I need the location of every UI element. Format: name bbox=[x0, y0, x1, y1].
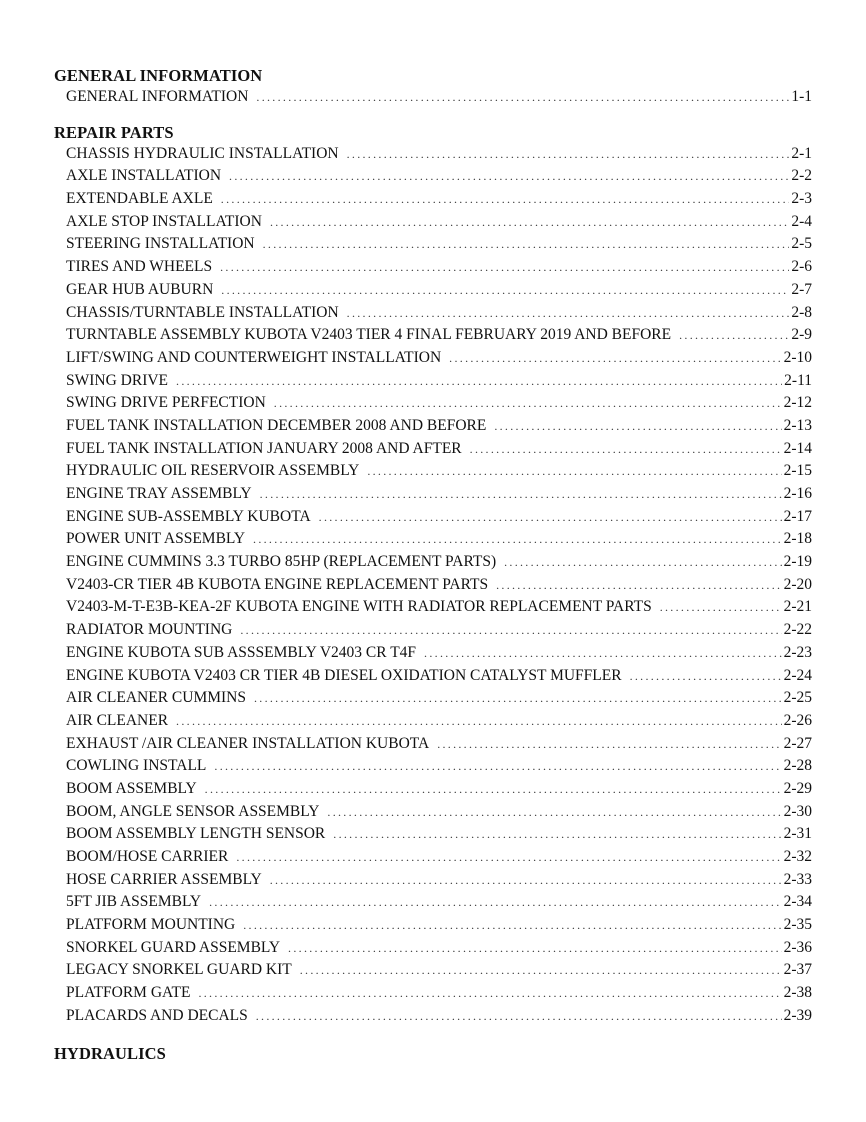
toc-entry-page: 2-3 bbox=[791, 190, 812, 208]
toc-entry-title: PLATFORM MOUNTING bbox=[66, 916, 236, 934]
toc-entry-page: 2-5 bbox=[791, 235, 812, 253]
toc-entry-page: 2-20 bbox=[783, 575, 812, 593]
toc-entry-page: 2-9 bbox=[791, 326, 812, 344]
toc-entry-page: 2-26 bbox=[783, 711, 812, 729]
toc-entry-title: PLACARDS AND DECALS bbox=[66, 1006, 248, 1024]
toc-entry-page: 1-1 bbox=[791, 88, 812, 105]
toc-entry-title: AXLE STOP INSTALLATION bbox=[66, 212, 262, 230]
dot-leader bbox=[270, 215, 789, 230]
toc-entry[interactable] bbox=[54, 1007, 812, 1030]
toc-entry-title: AXLE INSTALLATION bbox=[66, 167, 222, 185]
dot-leader bbox=[205, 782, 782, 797]
dot-leader bbox=[274, 396, 782, 411]
toc-entry-page: 2-35 bbox=[783, 916, 812, 934]
toc-entry-title: SWING DRIVE bbox=[66, 371, 169, 389]
dot-leader bbox=[424, 646, 782, 661]
toc-entry[interactable] bbox=[54, 394, 812, 417]
dot-leader bbox=[347, 147, 790, 162]
toc-entry[interactable] bbox=[54, 939, 812, 962]
toc-entry-title: SNORKEL GUARD ASSEMBLY bbox=[66, 938, 281, 956]
toc-entry-page: 2-14 bbox=[783, 439, 812, 457]
toc-entry-title: POWER UNIT ASSEMBLY bbox=[66, 530, 246, 548]
toc-entry-title: FUEL TANK INSTALLATION DECEMBER 2008 AND BEFORE bbox=[66, 416, 487, 434]
toc-entry-page: 2-37 bbox=[783, 961, 812, 979]
toc-entry-title: LEGACY SNORKEL GUARD KIT bbox=[66, 961, 292, 979]
dot-leader bbox=[214, 759, 781, 774]
toc-section-hydraulics bbox=[54, 1044, 812, 1063]
toc-entry[interactable] bbox=[54, 780, 812, 803]
toc-entry-page: 2-38 bbox=[783, 984, 812, 1002]
toc-entry[interactable] bbox=[54, 871, 812, 894]
toc-entry-page: 2-8 bbox=[791, 303, 812, 321]
toc-entry-page: 2-33 bbox=[783, 870, 812, 888]
toc-entry[interactable] bbox=[54, 326, 812, 349]
dot-leader bbox=[333, 827, 781, 842]
dot-leader bbox=[198, 986, 781, 1001]
dot-leader bbox=[256, 90, 789, 105]
toc-entry-title: ENGINE KUBOTA V2403 CR TIER 4B DIESEL OXIDATION CATALYST MUFFLER bbox=[66, 666, 622, 684]
toc-entry-title: PLATFORM GATE bbox=[66, 984, 191, 1002]
dot-leader bbox=[494, 419, 781, 434]
toc-entry-page: 2-23 bbox=[783, 643, 812, 661]
toc-entry-page: 2-30 bbox=[783, 802, 812, 820]
toc-entry[interactable] bbox=[54, 621, 812, 644]
toc-entry[interactable] bbox=[54, 848, 812, 871]
toc-entry-page: 2-1 bbox=[791, 144, 812, 162]
dot-leader bbox=[209, 895, 781, 910]
toc-entry-page: 2-18 bbox=[783, 530, 812, 548]
toc-entry-title: ENGINE SUB-ASSEMBLY KUBOTA bbox=[66, 507, 311, 525]
dot-leader bbox=[221, 283, 789, 298]
toc-entry-page: 2-31 bbox=[783, 825, 812, 843]
toc-entry[interactable] bbox=[54, 893, 812, 916]
toc-entry-page: 2-19 bbox=[783, 553, 812, 571]
dot-leader bbox=[347, 306, 790, 321]
toc-entry[interactable] bbox=[54, 167, 812, 190]
toc-entry[interactable] bbox=[54, 190, 812, 213]
dot-leader bbox=[236, 850, 781, 865]
toc-entry-title: AIR CLEANER CUMMINS bbox=[66, 689, 246, 707]
toc-entry-page: 2-39 bbox=[783, 1006, 812, 1024]
toc-entry[interactable] bbox=[54, 508, 812, 531]
toc-entry[interactable] bbox=[54, 88, 812, 111]
toc-entry-page: 2-17 bbox=[783, 507, 812, 525]
toc-entry[interactable] bbox=[54, 644, 812, 667]
section-heading: REPAIR PARTS bbox=[54, 122, 174, 142]
toc-entry[interactable] bbox=[54, 916, 812, 939]
toc-entry-page: 2-36 bbox=[783, 938, 812, 956]
toc-entry-page: 2-13 bbox=[783, 416, 812, 434]
toc-entry-list bbox=[54, 145, 812, 1030]
toc-entry-title: EXTENDABLE AXLE bbox=[66, 190, 213, 208]
dot-leader bbox=[263, 237, 790, 252]
toc-entry-title: FUEL TANK INSTALLATION JANUARY 2008 AND AFTER bbox=[66, 439, 462, 457]
dot-leader bbox=[256, 1009, 782, 1024]
dot-leader bbox=[367, 464, 781, 479]
toc-entry-title: LIFT/SWING AND COUNTERWEIGHT INSTALLATION bbox=[66, 348, 442, 366]
toc-entry-title: RADIATOR MOUNTING bbox=[66, 621, 233, 639]
dot-leader bbox=[240, 623, 781, 638]
toc-entry-title: CHASSIS/TURNTABLE INSTALLATION bbox=[66, 303, 339, 321]
dot-leader bbox=[270, 873, 782, 888]
toc-entry-page: 2-28 bbox=[783, 757, 812, 775]
toc-entry-page: 2-21 bbox=[783, 598, 812, 616]
toc-entry-title: BOOM ASSEMBLY LENGTH SENSOR bbox=[66, 825, 326, 843]
toc-entry[interactable] bbox=[54, 485, 812, 508]
toc-entry-title: SWING DRIVE PERFECTION bbox=[66, 394, 266, 412]
dot-leader bbox=[679, 328, 789, 343]
dot-leader bbox=[449, 351, 781, 366]
toc-entry-title: GENERAL INFORMATION bbox=[66, 88, 249, 105]
toc-entry-page: 2-16 bbox=[783, 485, 812, 502]
toc-entry-page: 2-7 bbox=[791, 280, 812, 298]
dot-leader bbox=[176, 714, 782, 729]
section-heading: HYDRAULICS bbox=[54, 1043, 166, 1063]
toc-entry-page: 2-22 bbox=[783, 621, 812, 639]
toc-entry-page: 2-11 bbox=[784, 371, 812, 389]
dot-leader bbox=[327, 805, 781, 820]
toc-entry-title: EXHAUST /AIR CLEANER INSTALLATION KUBOTA bbox=[66, 734, 430, 752]
toc-entry-title: BOOM ASSEMBLY bbox=[66, 779, 197, 797]
toc-section-general-information bbox=[54, 66, 812, 111]
toc-entry-page: 2-2 bbox=[791, 167, 812, 185]
dot-leader bbox=[229, 169, 789, 184]
toc-entry[interactable] bbox=[54, 530, 812, 553]
dot-leader bbox=[496, 578, 781, 593]
toc-entry[interactable] bbox=[54, 576, 812, 599]
table-of-contents bbox=[54, 66, 812, 1063]
toc-entry[interactable] bbox=[54, 213, 812, 236]
dot-leader bbox=[660, 600, 782, 615]
toc-entry[interactable] bbox=[54, 417, 812, 440]
toc-entry[interactable] bbox=[54, 462, 812, 485]
toc-entry-page: 2-29 bbox=[783, 779, 812, 797]
toc-entry-title: COWLING INSTALL bbox=[66, 757, 207, 775]
toc-entry-page: 2-12 bbox=[783, 394, 812, 412]
toc-entry[interactable] bbox=[54, 235, 812, 258]
toc-entry-title: CHASSIS HYDRAULIC INSTALLATION bbox=[66, 144, 339, 162]
dot-leader bbox=[253, 532, 782, 547]
toc-entry-title: BOOM/HOSE CARRIER bbox=[66, 848, 229, 865]
toc-section-repair-parts bbox=[54, 123, 812, 1030]
toc-entry-title: AIR CLEANER bbox=[66, 711, 169, 729]
toc-entry[interactable] bbox=[54, 825, 812, 848]
dot-leader bbox=[254, 691, 782, 706]
dot-leader bbox=[630, 669, 782, 684]
dot-leader bbox=[260, 487, 782, 502]
toc-entry-title: STEERING INSTALLATION bbox=[66, 235, 255, 253]
toc-entry-title: HYDRAULIC OIL RESERVOIR ASSEMBLY bbox=[66, 462, 360, 480]
toc-entry[interactable] bbox=[54, 667, 812, 690]
toc-entry-page: 2-4 bbox=[791, 212, 812, 230]
toc-entry-title: TURNTABLE ASSEMBLY KUBOTA V2403 TIER 4 FINAL FEBRUARY 2019 AND BEFORE bbox=[66, 326, 672, 344]
toc-entry[interactable] bbox=[54, 440, 812, 463]
toc-entry-title: V2403-CR TIER 4B KUBOTA ENGINE REPLACEMENT PARTS bbox=[66, 575, 489, 593]
toc-entry[interactable] bbox=[54, 145, 812, 168]
toc-entry-page: 2-24 bbox=[783, 666, 812, 684]
toc-entry-page: 2-25 bbox=[783, 689, 812, 707]
toc-entry[interactable] bbox=[54, 304, 812, 327]
dot-leader bbox=[437, 737, 781, 752]
toc-entry-title: GEAR HUB AUBURN bbox=[66, 280, 214, 298]
dot-leader bbox=[504, 555, 781, 570]
toc-entry-page: 2-15 bbox=[783, 462, 812, 480]
toc-entry-title: HOSE CARRIER ASSEMBLY bbox=[66, 870, 262, 888]
toc-entry[interactable] bbox=[54, 598, 812, 621]
toc-entry-page: 2-32 bbox=[783, 848, 812, 865]
toc-entry-title: 5FT JIB ASSEMBLY bbox=[66, 893, 202, 911]
toc-entry-title: ENGINE KUBOTA SUB ASSSEMBLY V2403 CR T4F bbox=[66, 643, 417, 661]
toc-entry-page: 2-10 bbox=[783, 348, 812, 366]
toc-entry-list bbox=[54, 88, 812, 111]
toc-entry[interactable] bbox=[54, 984, 812, 1007]
toc-entry-page: 2-6 bbox=[791, 258, 812, 276]
section-heading: GENERAL INFORMATION bbox=[54, 66, 263, 85]
toc-entry[interactable] bbox=[54, 349, 812, 372]
toc-entry-page: 2-34 bbox=[783, 893, 812, 911]
toc-entry[interactable] bbox=[54, 258, 812, 281]
dot-leader bbox=[220, 260, 789, 275]
dot-leader bbox=[221, 192, 790, 207]
toc-entry-title: BOOM, ANGLE SENSOR ASSEMBLY bbox=[66, 802, 320, 820]
toc-entry-title: TIRES AND WHEELS bbox=[66, 258, 213, 276]
toc-entry-title: ENGINE CUMMINS 3.3 TURBO 85HP (REPLACEMENT PARTS) bbox=[66, 553, 497, 571]
toc-entry[interactable] bbox=[54, 553, 812, 576]
dot-leader bbox=[243, 918, 781, 933]
toc-entry-title: ENGINE TRAY ASSEMBLY bbox=[66, 485, 252, 502]
toc-entry[interactable] bbox=[54, 735, 812, 758]
toc-entry[interactable] bbox=[54, 961, 812, 984]
dot-leader bbox=[319, 510, 782, 525]
toc-entry[interactable] bbox=[54, 803, 812, 826]
toc-entry[interactable] bbox=[54, 712, 812, 735]
dot-leader bbox=[300, 963, 782, 978]
dot-leader bbox=[288, 941, 782, 956]
dot-leader bbox=[176, 374, 782, 389]
toc-entry-title: V2403-M-T-E3B-KEA-2F KUBOTA ENGINE WITH RADIATOR REPLACEMENT PARTS bbox=[66, 598, 652, 616]
dot-leader bbox=[470, 442, 782, 457]
toc-entry[interactable] bbox=[54, 757, 812, 780]
toc-entry[interactable] bbox=[54, 372, 812, 395]
toc-entry[interactable] bbox=[54, 281, 812, 304]
toc-entry-page: 2-27 bbox=[783, 734, 812, 752]
toc-entry[interactable] bbox=[54, 689, 812, 712]
